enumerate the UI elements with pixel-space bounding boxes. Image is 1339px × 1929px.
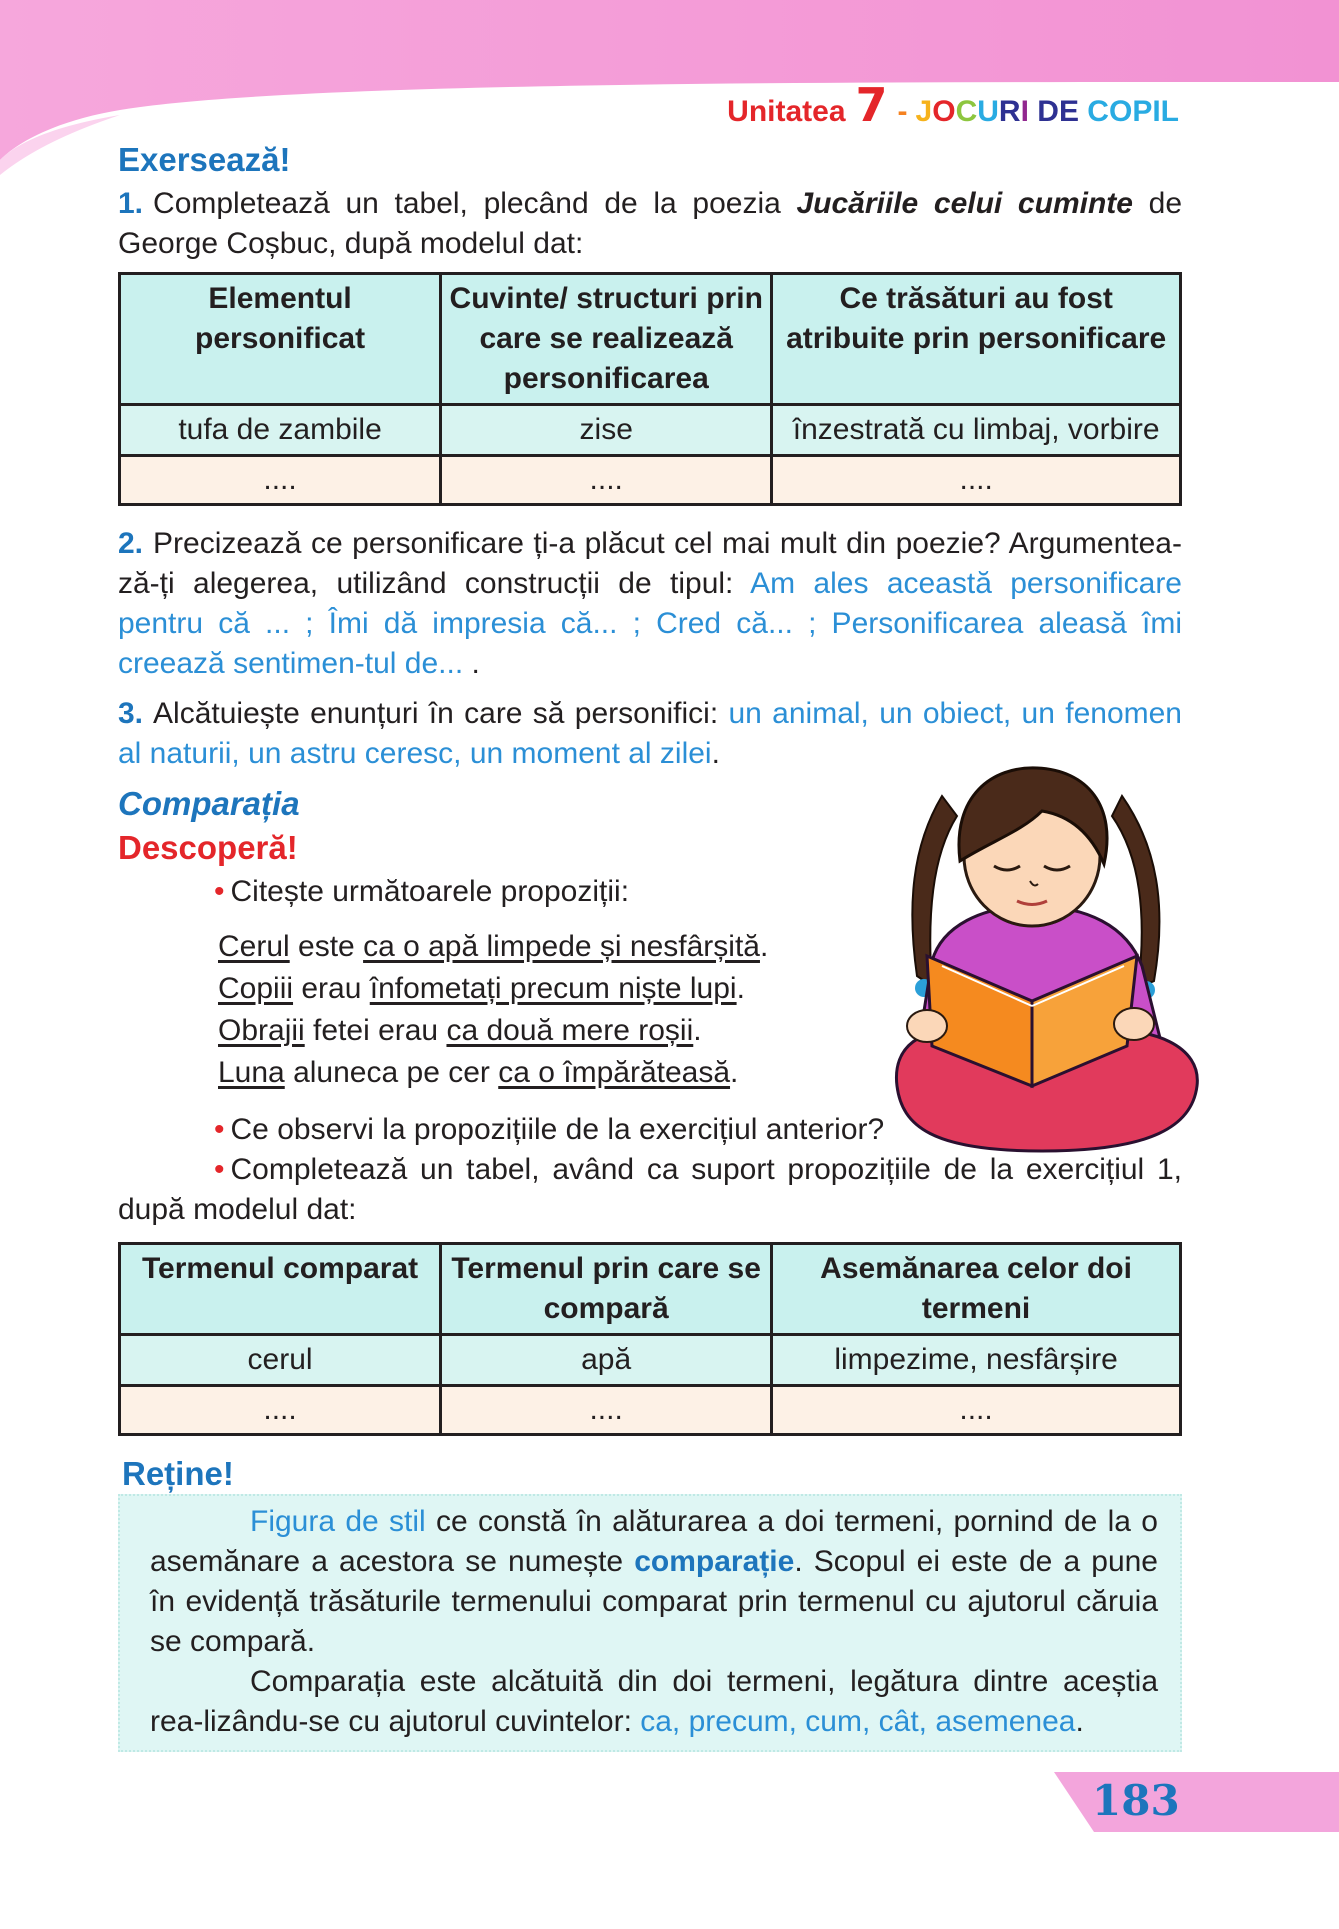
sentence: Cerul este ca o apă limpede și nesfârșită. [218, 930, 769, 963]
table2-blank-cell: .... [772, 1386, 1181, 1435]
unit-dash: - [897, 95, 908, 128]
exercise-3: 3. Alcătuiește enunțuri în care să personifici: un animal, un obiect, un fenomen al naturii, un astru ceresc, un moment al zilei. [118, 697, 1182, 770]
table1-header-1: Elementul personificat [120, 274, 441, 405]
unit-word: Unitatea [727, 95, 846, 128]
bullet-observe: • Ce observi la propozițiile de la exercițiul anterior? [214, 1113, 885, 1146]
girl-reading-illustration [872, 756, 1227, 1156]
personification-table [118, 272, 1182, 506]
table2-cell: limpezime, nesfârșire [772, 1335, 1181, 1386]
exerseaza-title: Exersează! [118, 141, 291, 178]
poem-title: Jucăriile celui cuminte [796, 187, 1133, 220]
table2-blank-cell: .... [441, 1386, 772, 1435]
table2-header-2: Termenul prin care se compară [441, 1244, 772, 1335]
retine-paragraph-1: Figura de stil ce constă în alăturarea a doi termeni, pornind de la o asemănare a acestora se numește comparație. Scopul ei este de a pune în evidență trăsăturile termenului comparat prin termenul cu ajutorul căruia se compară. [150, 1505, 1158, 1658]
table1-header-3: Ce trăsături au fost atribuite prin personificare [772, 274, 1181, 405]
table2-header-3: Asemănarea celor doi termeni [772, 1244, 1181, 1335]
table1-cell: zise [441, 405, 772, 456]
table1-blank-cell: .... [772, 456, 1181, 505]
unit-number: 7 [855, 78, 888, 132]
table2-cell: cerul [120, 1335, 441, 1386]
retine-box [118, 1494, 1182, 1752]
bullet-complete-cont: după modelul dat: [118, 1193, 357, 1226]
sentence: Luna aluneca pe cer ca o împărăteasă. [218, 1056, 739, 1089]
bullet-complete: • Completează un tabel, având ca suport propozițiile de la exercițiul 1, [214, 1153, 1182, 1186]
unit-title: JOCURI DE COPIL [915, 95, 1179, 128]
retine-paragraph-2: Comparația este alcătuită din doi termeni, legătura dintre aceștia rea-lizându-se cu ajutorul cuvintelor: ca, precum, cum, cât, asemenea. [150, 1665, 1158, 1738]
unit-header [727, 78, 1179, 132]
table2-header-1: Termenul comparat [120, 1244, 441, 1335]
table1-cell: înzestrată cu limbaj, vorbire [772, 405, 1181, 456]
table1-header-2: Cuvinte/ structuri prin care se realizează personificarea [441, 274, 772, 405]
comparison-table [118, 1242, 1182, 1436]
table1-blank-cell: .... [441, 456, 772, 505]
table1-blank-cell: .... [120, 456, 441, 505]
page-number: 183 [1092, 1776, 1180, 1825]
bullet-read: • Citește următoarele propoziții: [214, 875, 630, 908]
sentence: Copiii erau înfometați precum niște lupi. [218, 972, 745, 1005]
comparatia-title: Comparația [118, 785, 300, 822]
retine-title: Reține! [122, 1455, 234, 1492]
descopera-title: Descoperă! [118, 829, 298, 866]
table1-cell: tufa de zambile [120, 405, 441, 456]
table2-cell: apă [441, 1335, 772, 1386]
sentence: Obrajii fetei erau ca două mere roșii. [218, 1014, 702, 1047]
exercise-2: 2. Precizează ce personificare ți-a plăcut cel mai mult din poezie? Argumentea-ză-ți alegerea, utilizând construcții de tipul: Am ales această personificare pentru că ... ; Îmi dă impresia că... ; Cred că... ; Personificarea aleasă îmi creează sentimen-tul de... . [118, 527, 1182, 680]
table2-blank-cell: .... [120, 1386, 441, 1435]
exercise-1: 1. Completează un tabel, plecând de la poezia Jucăriile celui cuminte de George Coșbuc, după modelul dat: [118, 187, 1183, 260]
